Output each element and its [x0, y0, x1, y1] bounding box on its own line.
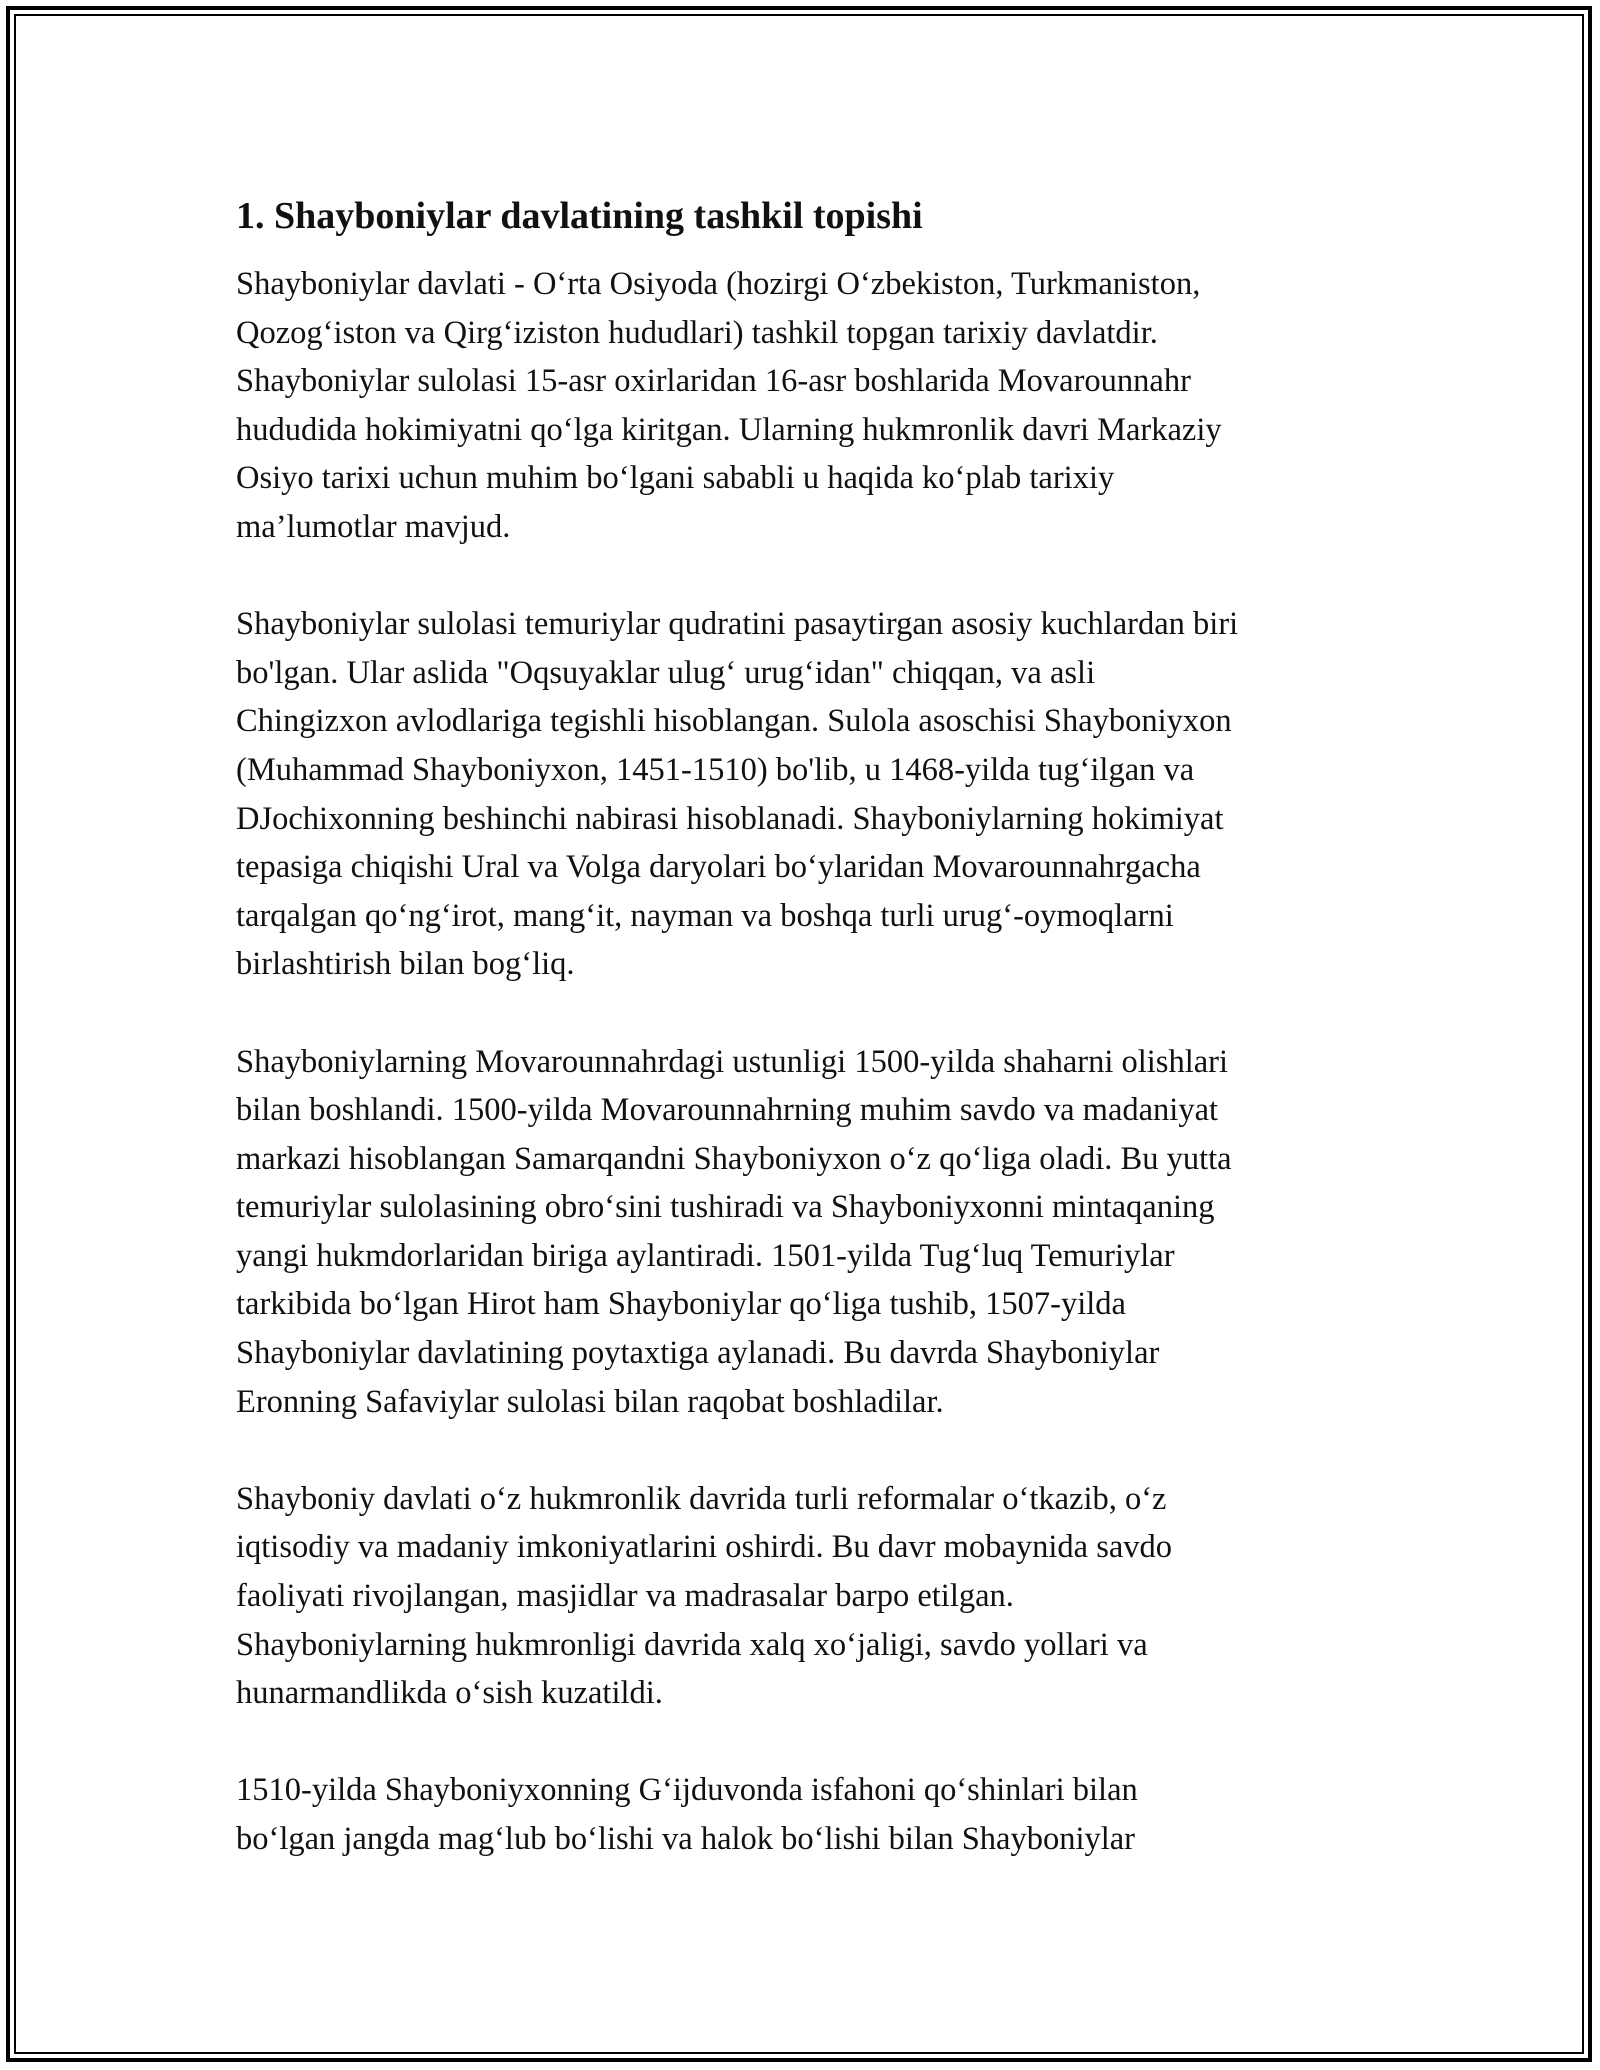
text-line: yangi hukmdorlaridan biriga aylantiradi. 1501-yilda Tug‘luq Temuriylar [236, 1237, 1175, 1274]
text-line: Shayboniylar sulolasi 15-asr oxirlaridan 16-asr boshlarida Movarounnahr [236, 363, 1191, 400]
text-line: iqtisodiy va madaniy imkoniyatlarini oshirdi. Bu davr mobaynida savdo [236, 1529, 1173, 1566]
text-line: Qozog‘iston va Qirg‘iziston hududlari) tashkil topgan tarixiy davlatdir. [236, 314, 1158, 351]
text-line: Shayboniylarning Movarounnahrdagi ustunligi 1500-yilda shaharni olishlari [236, 1043, 1228, 1080]
text-line: temuriylar sulolasining obro‘sini tushiradi va Shayboniyxonni mintaqaning [236, 1189, 1215, 1226]
text-line: Chingizxon avlodlariga tegishli hisoblangan. Sulola asoschisi Shayboniyxon [236, 703, 1232, 740]
paragraph-5 [236, 1766, 1366, 1863]
text-line: (Muhammad Shayboniyxon, 1451-1510) bo'lib, u 1468-yilda tug‘ilgan va [236, 751, 1195, 788]
text-line: DJochixonning beshinchi nabirasi hisoblanadi. Shayboniylarning hokimiyat [236, 800, 1224, 837]
paragraph-4 [236, 1475, 1366, 1718]
text-line: 1510-yilda Shayboniyxonning G‘ijduvonda isfahoni qo‘shinlari bilan [236, 1772, 1138, 1809]
text-line: bo‘lgan jangda mag‘lub bo‘lishi va halok bo‘lishi bilan Shayboniylar [236, 1821, 1136, 1857]
paragraph-3 [236, 1038, 1366, 1427]
text-line: Shayboniylar sulolasi temuriylar qudratini pasaytirgan asosiy kuchlardan biri [236, 606, 1239, 643]
text-line: birlashtirish bilan bog‘liq. [236, 946, 575, 983]
text-line: bilan boshlandi. 1500-yilda Movarounnahrning muhim savdo va madaniyat [236, 1092, 1219, 1129]
text-line: tarkibida bo‘lgan Hirot ham Shayboniylar qo‘liga tushib, 1507-yilda [236, 1286, 1126, 1323]
text-line: Shayboniylar davlati - O‘rta Osiyoda (hozirgi O‘zbekiston, Turkmaniston, [236, 266, 1201, 302]
text-line: Shayboniylar davlatining poytaxtiga aylanadi. Bu davrda Shayboniylar [236, 1335, 1160, 1372]
text-line: tepasiga chiqishi Ural va Volga daryolari bo‘ylaridan Movarounnahrgacha [236, 849, 1201, 886]
text-line: bo'lgan. Ular aslida "Oqsuyaklar ulug‘ urug‘idan" chiqqan, va asli [236, 654, 1096, 691]
text-line: hududida hokimiyatni qo‘lga kiritgan. Ularning hukmronlik davri Markaziy [236, 411, 1222, 448]
text-line: ma’lumotlar mavjud. [236, 508, 511, 545]
text-line: Shayboniy davlati o‘z hukmronlik davrida turli reformalar o‘tkazib, o‘z [236, 1480, 1167, 1517]
text-line: Shayboniylarning hukmronligi davrida xalq xo‘jaligi, savdo yollari va [236, 1626, 1148, 1663]
paragraph-1 [236, 260, 1366, 552]
section-heading: 1. Shayboniylar davlatining tashkil topishi [236, 195, 923, 237]
text-line: faoliyati rivojlangan, masjidlar va madrasalar barpo etilgan. [236, 1578, 1014, 1615]
text-line: markazi hisoblangan Samarqandni Shayboniyxon o‘z qo‘liga oladi. Bu yutta [236, 1140, 1232, 1177]
paragraph-2 [236, 600, 1366, 989]
text-line: hunarmandlikda o‘sish kuzatildi. [236, 1675, 663, 1712]
text-line: Eronning Safaviylar sulolasi bilan raqobat boshladilar. [236, 1383, 944, 1420]
text-line: Osiyo tarixi uchun muhim bo‘lgani sababli u haqida ko‘plab tarixiy [236, 460, 1115, 497]
text-line: tarqalgan qo‘ng‘irot, mang‘it, nayman va boshqa turli urug‘-oymoqlarni [236, 897, 1174, 934]
document-body [236, 190, 1366, 1912]
